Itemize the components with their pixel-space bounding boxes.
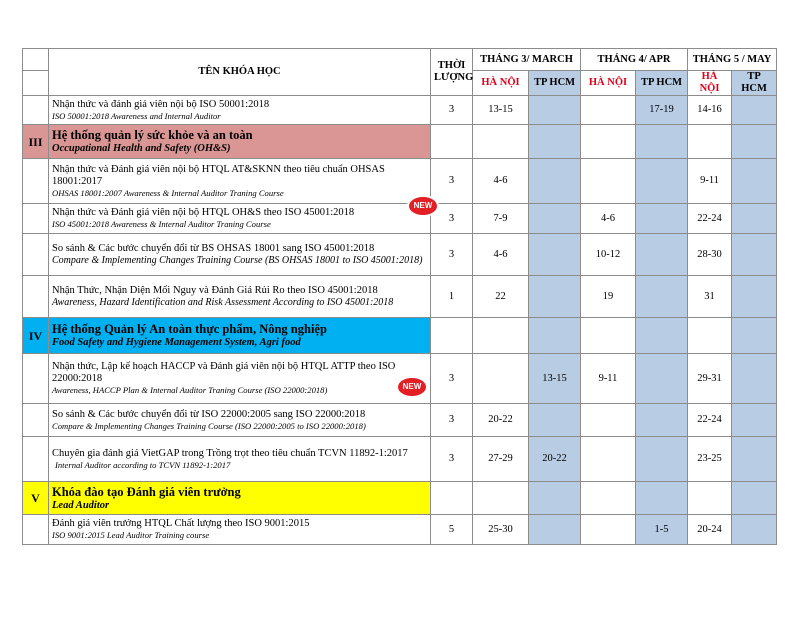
index-cell [23,515,49,545]
date-mar-hcm [529,234,581,276]
header-month-march: THÁNG 3/ MARCH [473,49,581,71]
course-name-vi: So sánh & Các bước chuyển đổi từ BS OHSAS 18001 sang ISO 45001:2018 [52,242,375,254]
duration-cell: 3 [431,437,473,482]
course-name-en: ISO 45001:2018 Awareness & Internal Auditor Traning Course [52,219,271,229]
course-name-en: Internal Auditor according to TCVN 11892-1:2017 [55,459,231,470]
table-row [23,515,777,545]
table-row [23,437,777,482]
date-may-hcm [732,276,777,318]
section-title-cell [49,318,431,354]
course-cell [49,276,431,318]
header-city-hcm: TP HCM [636,71,688,96]
course-name-vi: Nhận thức và Đánh giá viên nội bộ HTQL OH&S theo ISO 45001:2018 [52,207,355,218]
section-roman-numeral: IV [23,318,49,354]
header-city-hn: HÀ NỘI [473,71,529,96]
index-cell [23,204,49,234]
index-cell [23,234,49,276]
date-may-hn: 29-31 [688,354,732,404]
index-cell [23,276,49,318]
date-mar-hn: 4-6 [473,234,529,276]
date-mar-hcm [529,276,581,318]
course-name-vi: Đánh giá viên trưởng HTQL Chất lượng theo ISO 9001:2015 [52,518,310,529]
section-header-row [23,125,777,159]
section-roman-numeral: III [23,125,49,159]
header-city-hn: HÀ NỘI [688,71,732,96]
section-title-cell [49,125,431,159]
date-mar-hcm [529,204,581,234]
date-mar-hn [473,354,529,404]
duration-cell: 3 [431,159,473,204]
course-cell [49,404,431,437]
table-row [23,276,777,318]
table-row [23,159,777,204]
header-month-april: THÁNG 4/ APR [581,49,688,71]
new-badge-icon: NEW [398,378,426,396]
new-badge-icon: NEW [409,197,437,215]
date-may-hcm [732,354,777,404]
date-mar-hn: 7-9 [473,204,529,234]
date-apr-hn: 9-11 [581,354,636,404]
date-may-hcm [732,404,777,437]
date-may-hcm [732,159,777,204]
date-mar-hn: 27-29 [473,437,529,482]
date-apr-hcm: 17-19 [636,96,688,125]
section-title: Hệ thống Quản lý An toàn thực phẩm, Nông nghiệp [52,322,327,336]
section-subtitle: Food Safety and Hygiene Management System, Agri food [52,337,301,348]
index-cell [23,159,49,204]
date-mar-hcm: 20-22 [529,437,581,482]
date-may-hn: 22-24 [688,204,732,234]
date-apr-hcm [636,276,688,318]
course-name-en: ISO 50001:2018 Awareness and Internal Auditor [52,110,221,121]
date-apr-hcm [636,354,688,404]
header-month-may: THÁNG 5 / MAY [688,49,777,71]
date-apr-hcm: 1-5 [636,515,688,545]
duration-cell: 5 [431,515,473,545]
date-mar-hn: 20-22 [473,404,529,437]
header-duration: THỜI LƯỢNG [431,49,473,96]
date-apr-hcm [636,234,688,276]
date-mar-hcm: 13-15 [529,354,581,404]
date-apr-hcm [636,204,688,234]
date-may-hcm [732,96,777,125]
date-mar-hn: 22 [473,276,529,318]
date-apr-hn: 10-12 [581,234,636,276]
date-apr-hcm [636,404,688,437]
date-may-hn: 31 [688,276,732,318]
date-apr-hn [581,96,636,125]
training-schedule-table [22,48,777,545]
section-header-row [23,482,777,515]
section-subtitle: Occupational Health and Safety (OH&S) [52,143,231,154]
table-row [23,234,777,276]
course-name-vi: Chuyên gia đánh giá VietGAP trong Trồng trọt theo tiêu chuẩn TCVN 11892-1:2017 [52,447,408,459]
header-index-cell [23,49,49,71]
date-apr-hcm [636,437,688,482]
header-course-name: TÊN KHÓA HỌC [49,49,431,96]
index-cell [23,354,49,404]
duration-cell: 3 [431,234,473,276]
course-cell [49,204,431,234]
course-name-vi: Nhận thức và đánh giá viên nội bộ ISO 50001:2018 [52,98,270,110]
index-cell [23,437,49,482]
date-apr-hn [581,515,636,545]
course-name-vi: Nhận thức và Đánh giá viên nội bộ HTQL AT&SKNN theo tiêu chuẩn OHSAS 18001:2017 [52,163,385,187]
course-name-vi: Nhận thức, Lập kế hoạch HACCP và Đánh giá viên nội bộ HTQL ATTP theo ISO 22000:2018 [52,361,396,384]
header-index-cell [23,71,49,96]
duration-cell: 3 [431,404,473,437]
date-may-hn: 23-25 [688,437,732,482]
course-cell [49,96,431,125]
header-city-hcm: TP HCM [732,71,777,96]
date-mar-hn: 4-6 [473,159,529,204]
section-title: Khóa đào tạo Đánh giá viên trưởng [52,484,241,499]
date-apr-hn [581,159,636,204]
duration-cell: 1 [431,276,473,318]
section-subtitle: Lead Auditor [52,499,110,511]
duration-cell: 3 [431,96,473,125]
table-row [23,354,777,404]
date-mar-hcm [529,404,581,437]
date-mar-hcm [529,159,581,204]
section-roman-numeral: V [23,482,49,515]
date-may-hcm [732,204,777,234]
date-apr-hcm [636,159,688,204]
index-cell [23,404,49,437]
course-name-en: OHSAS 18001:2007 Awareness & Internal Auditor Traning Course [52,187,284,198]
date-apr-hn: 4-6 [581,204,636,234]
date-may-hn: 14-16 [688,96,732,125]
index-cell [23,96,49,125]
section-title: Hệ thống quản lý sức khỏe và an toàn [52,128,253,142]
header-city-hn: HÀ NỘI [581,71,636,96]
date-may-hcm [732,437,777,482]
date-apr-hn: 19 [581,276,636,318]
date-apr-hn [581,437,636,482]
date-may-hn: 9-11 [688,159,732,204]
course-name-en: Awareness, HACCP Plan & Internal Auditor Traning Course (ISO 22000:2018) [52,385,328,395]
date-mar-hcm [529,96,581,125]
course-cell [49,515,431,545]
section-header-row [23,318,777,354]
duration-cell: 3 [431,204,473,234]
course-cell [49,234,431,276]
date-may-hn: 22-24 [688,404,732,437]
course-name-en: Compare & Implementing Changes Training Course (ISO 22000:2005 to ISO 22000:2018) [52,420,366,431]
course-cell [49,354,431,404]
header-city-hcm: TP HCM [529,71,581,96]
date-may-hn: 20-24 [688,515,732,545]
date-mar-hcm [529,515,581,545]
course-name-en: Compare & Implementing Changes Training Course (BS OHSAS 18001 to ISO 45001:2018) [52,254,423,266]
table-row [23,404,777,437]
table-row [23,96,777,125]
duration-cell: 3 [431,354,473,404]
date-may-hcm [732,515,777,545]
course-name-en: ISO 9001:2015 Lead Auditor Training course [52,530,210,540]
date-may-hn: 28-30 [688,234,732,276]
table-row [23,204,777,234]
date-may-hcm [732,234,777,276]
course-name-vi: Nhận Thức, Nhận Diện Mối Nguy và Đánh Giá Rủi Ro theo ISO 45001:2018 [52,284,378,296]
course-cell [49,437,431,482]
date-mar-hn: 25-30 [473,515,529,545]
course-name-en: Awareness, Hazard Identification and Risk Assessment According to ISO 45001:2018 [52,296,394,308]
course-cell [49,159,433,210]
course-name-vi: So sánh & Các bước chuyển đổi từ ISO 22000:2005 sang ISO 22000:2018 [52,408,366,420]
section-title-cell [49,482,431,515]
date-apr-hn [581,404,636,437]
date-mar-hn: 13-15 [473,96,529,125]
